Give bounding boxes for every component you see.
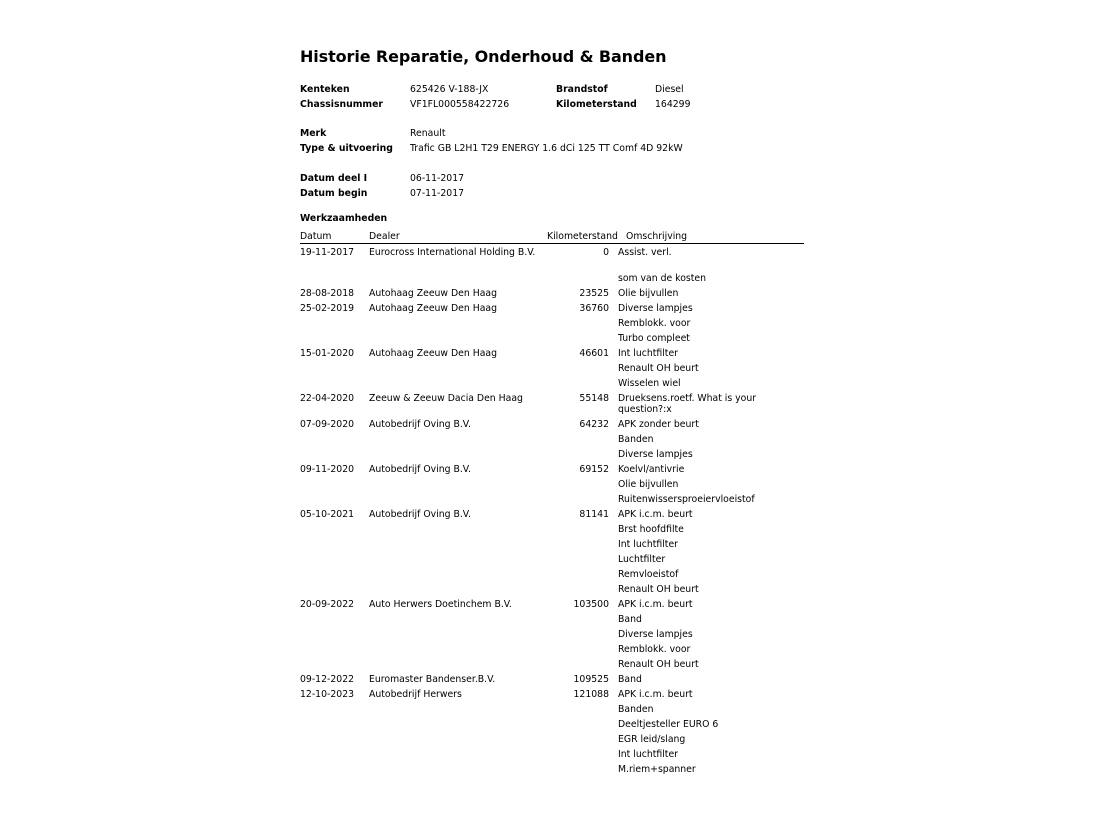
- table-row: [300, 303, 804, 348]
- omschrijving-item: Renault OH beurt: [618, 363, 699, 374]
- chassisnummer-label: Chassisnummer: [300, 99, 384, 110]
- omschrijving-item: Diverse lampjes: [618, 303, 693, 314]
- type-value: Trafic GB L2H1 T29 ENERGY 1.6 dCi 125 TT Comf 4D 92kW: [410, 143, 683, 154]
- row-kilometerstand: 109525: [573, 674, 609, 685]
- row-dealer: Euromaster Bandenser.B.V.: [369, 674, 496, 685]
- omschrijving-item: Remblokk. voor: [618, 644, 691, 655]
- omschrijving-item: Renault OH beurt: [618, 584, 699, 595]
- kenteken-value: 625426 V-188-JX: [410, 84, 489, 95]
- omschrijving-item: Int luchtfilter: [618, 348, 678, 359]
- row-dealer: Auto Herwers Doetinchem B.V.: [369, 599, 512, 610]
- row-dealer: Autobedrijf Oving B.V.: [369, 419, 471, 430]
- row-kilometerstand: 36760: [579, 303, 609, 314]
- omschrijving-item: Drueksens.roetf. What is your question?:x: [618, 393, 757, 415]
- werkzaamheden-title: Werkzaamheden: [300, 213, 388, 224]
- column-header-dealer: Dealer: [369, 231, 400, 242]
- row-date: 07-09-2020: [300, 419, 355, 430]
- type-label: Type & uitvoering: [300, 143, 393, 154]
- column-header-omschrijving: Omschrijving: [626, 231, 688, 242]
- row-dealer: Zeeuw & Zeeuw Dacia Den Haag: [369, 393, 523, 404]
- table-row: [300, 674, 804, 689]
- omschrijving-item: Int luchtfilter: [618, 749, 678, 760]
- row-date: 09-11-2020: [300, 464, 355, 475]
- omschrijving-item: Remblokk. voor: [618, 318, 691, 329]
- omschrijving-item: Ruitenwissersproeiervloeistof: [618, 494, 755, 505]
- row-kilometerstand: 0: [603, 247, 609, 258]
- table-row: [300, 288, 804, 303]
- datum-begin-value: 07-11-2017: [410, 188, 465, 199]
- chassisnummer-value: VF1FL000558422726: [410, 99, 510, 110]
- row-date: 19-11-2017: [300, 247, 355, 258]
- row-date: 28-08-2018: [300, 288, 355, 299]
- omschrijving-item: Deeltjesteller EURO 6: [618, 719, 719, 730]
- row-dealer: Autobedrijf Oving B.V.: [369, 464, 471, 475]
- brandstof-label: Brandstof: [556, 84, 608, 95]
- omschrijving-item: Assist. verl.: [618, 247, 672, 258]
- row-omschrijving: [618, 509, 804, 599]
- row-omschrijving: [618, 464, 804, 509]
- brandstof-value: Diesel: [655, 84, 684, 95]
- omschrijving-item: Olie bijvullen: [618, 288, 679, 299]
- row-kilometerstand: 55148: [579, 393, 609, 404]
- row-date: 22-04-2020: [300, 393, 355, 404]
- row-omschrijving: [618, 419, 804, 464]
- row-dealer: Autohaag Zeeuw Den Haag: [369, 303, 498, 314]
- page-title: Historie Reparatie, Onderhoud & Banden: [300, 47, 667, 66]
- table-row: [300, 689, 804, 779]
- table-row: [300, 348, 804, 393]
- merk-value: Renault: [410, 128, 446, 139]
- row-kilometerstand: 23525: [579, 288, 609, 299]
- header-divider: [300, 243, 804, 244]
- omschrijving-item: Wisselen wiel: [618, 378, 681, 389]
- omschrijving-item: M.riem+spanner: [618, 764, 696, 775]
- omschrijving-item: Olie bijvullen: [618, 479, 679, 490]
- omschrijving-item: Banden: [618, 434, 654, 445]
- row-date: 05-10-2021: [300, 509, 355, 520]
- kenteken-label: Kenteken: [300, 84, 350, 95]
- table-row: [300, 599, 804, 674]
- omschrijving-item: Brst hoofdfilte: [618, 524, 684, 535]
- kilometerstand-label: Kilometerstand: [556, 99, 637, 110]
- row-date: 25-02-2019: [300, 303, 355, 314]
- row-omschrijving: [618, 599, 804, 674]
- datum-deel-value: 06-11-2017: [410, 173, 465, 184]
- row-kilometerstand: 69152: [579, 464, 609, 475]
- row-date: 20-09-2022: [300, 599, 355, 610]
- omschrijving-item: Remvloeistof: [618, 569, 679, 580]
- omschrijving-item: Band: [618, 674, 642, 685]
- table-row: [300, 393, 804, 419]
- omschrijving-item: Diverse lampjes: [618, 629, 693, 640]
- column-header-kilometerstand: Kilometerstand: [547, 231, 618, 242]
- row-dealer: Autohaag Zeeuw Den Haag: [369, 348, 498, 359]
- row-kilometerstand: 103500: [573, 599, 609, 610]
- row-omschrijving: [618, 288, 804, 303]
- row-omschrijving: [618, 393, 804, 419]
- omschrijving-item: APK zonder beurt: [618, 419, 699, 430]
- row-omschrijving: [618, 303, 804, 348]
- table-row: [300, 419, 804, 464]
- table-row: [300, 509, 804, 599]
- row-dealer: Autohaag Zeeuw Den Haag: [369, 288, 498, 299]
- row-date: 09-12-2022: [300, 674, 355, 685]
- omschrijving-item: Band: [618, 614, 642, 625]
- omschrijving-item: som van de kosten: [618, 273, 707, 284]
- row-dealer: Autobedrijf Oving B.V.: [369, 509, 471, 520]
- row-date: 12-10-2023: [300, 689, 355, 700]
- omschrijving-item: APK i.c.m. beurt: [618, 599, 693, 610]
- row-dealer: Autobedrijf Herwers: [369, 689, 462, 700]
- row-kilometerstand: 64232: [579, 419, 609, 430]
- omschrijving-item: APK i.c.m. beurt: [618, 689, 693, 700]
- row-omschrijving: [618, 247, 804, 288]
- merk-label: Merk: [300, 128, 327, 139]
- document-page: [300, 0, 804, 830]
- omschrijving-item: Turbo compleet: [618, 333, 690, 344]
- row-kilometerstand: 81141: [579, 509, 609, 520]
- omschrijving-item: Int luchtfilter: [618, 539, 678, 550]
- row-omschrijving: [618, 348, 804, 393]
- omschrijving-item: Luchtfilter: [618, 554, 666, 565]
- table-row: [300, 247, 804, 288]
- omschrijving-item: APK i.c.m. beurt: [618, 509, 693, 520]
- omschrijving-item: Banden: [618, 704, 654, 715]
- work-history-table: [300, 247, 804, 779]
- kilometerstand-value: 164299: [655, 99, 691, 110]
- row-omschrijving: [618, 674, 804, 689]
- omschrijving-item: Koelvl/antivrie: [618, 464, 685, 475]
- column-header-date: Datum: [300, 231, 332, 242]
- row-omschrijving: [618, 689, 804, 779]
- datum-begin-label: Datum begin: [300, 188, 368, 199]
- omschrijving-item: Diverse lampjes: [618, 449, 693, 460]
- omschrijving-item: EGR leid/slang: [618, 734, 686, 745]
- omschrijving-item: Renault OH beurt: [618, 659, 699, 670]
- row-date: 15-01-2020: [300, 348, 355, 359]
- table-row: [300, 464, 804, 509]
- datum-deel-label: Datum deel I: [300, 173, 368, 184]
- row-kilometerstand: 46601: [579, 348, 609, 359]
- row-kilometerstand: 121088: [573, 689, 609, 700]
- row-dealer: Eurocross International Holding B.V.: [369, 247, 536, 258]
